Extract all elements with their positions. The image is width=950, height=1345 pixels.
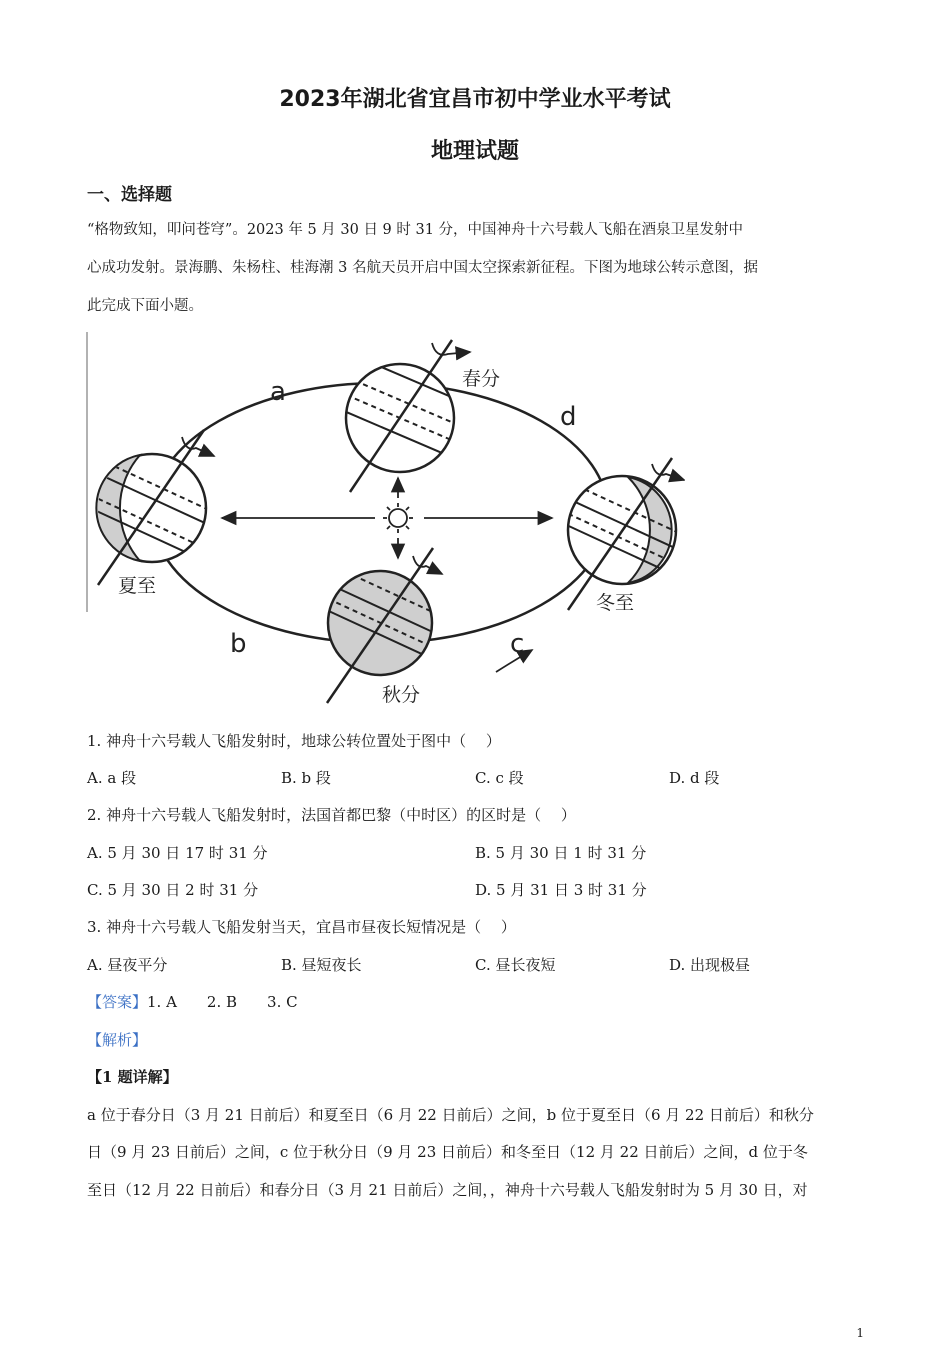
section-heading: 一、选择题: [87, 185, 172, 205]
segment-label-d: d: [560, 402, 577, 432]
question-3-option-b: B. 昼短夜长: [281, 956, 362, 974]
question-3-option-d: D. 出现极昼: [669, 956, 751, 974]
question-1-stem: 1. 神舟十六号载人飞船发射时，地球公转位置处于图中（ ）: [87, 732, 501, 750]
answer-text: 1. A 2. B 3. C: [147, 993, 298, 1011]
detail-line-3: 至日（12 月 22 日前后）和春分日（3 月 21 日前后）之间，，神舟十六号载人飞船发射时为 5 月 30 日，对: [87, 1181, 808, 1199]
detail-label: 【1 题详解】: [87, 1068, 178, 1086]
answer-line: [87, 991, 298, 1012]
detail-line-2: 日（9 月 23 日前后）之间，c 位于秋分日（9 月 23 日前后）和冬至日（12 月 22 日前后）之间，d 位于冬: [87, 1143, 808, 1161]
question-2-option-d: D. 5 月 31 日 3 时 31 分: [475, 881, 647, 899]
exam-title: 2023年湖北省宜昌市初中学业水平考试: [279, 87, 671, 112]
exam-subtitle: 地理试题: [430, 139, 519, 164]
question-1-option-c: C. c 段: [475, 769, 524, 787]
intro-line-3: 此完成下面小题。: [87, 298, 203, 314]
question-2-stem: 2. 神舟十六号载人飞船发射时，法国首都巴黎（中时区）的区时是（ ）: [87, 806, 576, 824]
segment-label-b: b: [230, 629, 247, 659]
sun-icon: [383, 503, 413, 533]
question-1-option-d: D. d 段: [669, 769, 720, 787]
segment-label-c: c: [510, 629, 525, 659]
question-2-option-b: B. 5 月 30 日 1 时 31 分: [475, 844, 647, 862]
label-winter-solstice: 冬至: [596, 592, 635, 614]
question-3-option-a: A. 昼夜平分: [87, 956, 168, 974]
question-1-option-b: B. b 段: [281, 769, 331, 787]
earth-revolution-diagram: [85, 330, 685, 710]
label-summer-solstice: 夏至: [118, 575, 157, 597]
label-spring-equinox: 春分: [462, 368, 501, 390]
answer-label: 【答案】: [87, 993, 148, 1011]
question-3-option-c: C. 昼长夜短: [475, 956, 556, 974]
question-3-stem: 3. 神舟十六号载人飞船发射当天，宜昌市昼夜长短情况是（ ）: [87, 918, 516, 936]
intro-line-1: “格物致知，叩问苍穹”。2023 年 5 月 30 日 9 时 31 分，中国神舟十六号载人飞船在酒泉卫星发射中: [87, 222, 744, 238]
earth-winter-solstice: [560, 458, 685, 610]
detail-line-1: a 位于春分日（3 月 21 日前后）和夏至日（6 月 22 日前后）之间，b 位于夏至日（6 月 22 日前后）和秋分: [87, 1106, 814, 1124]
segment-label-a: a: [270, 377, 286, 407]
earth-spring-equinox: [330, 340, 470, 492]
intro-line-2: 心成功发射。景海鹏、朱杨柱、桂海潮 3 名航天员开启中国太空探索新征程。下图为地球公转示意图，据: [87, 260, 758, 276]
page-number: 1: [856, 1326, 864, 1340]
label-autumn-equinox: 秋分: [382, 684, 421, 706]
question-1-option-a: A. a 段: [87, 769, 137, 787]
earth-summer-solstice: [90, 430, 220, 585]
question-2-option-a: A. 5 月 30 日 17 时 31 分: [87, 844, 268, 862]
analysis-label: 【解析】: [87, 1031, 148, 1049]
earth-autumn-equinox: [320, 548, 450, 703]
question-2-option-c: C. 5 月 30 日 2 时 31 分: [87, 881, 259, 899]
